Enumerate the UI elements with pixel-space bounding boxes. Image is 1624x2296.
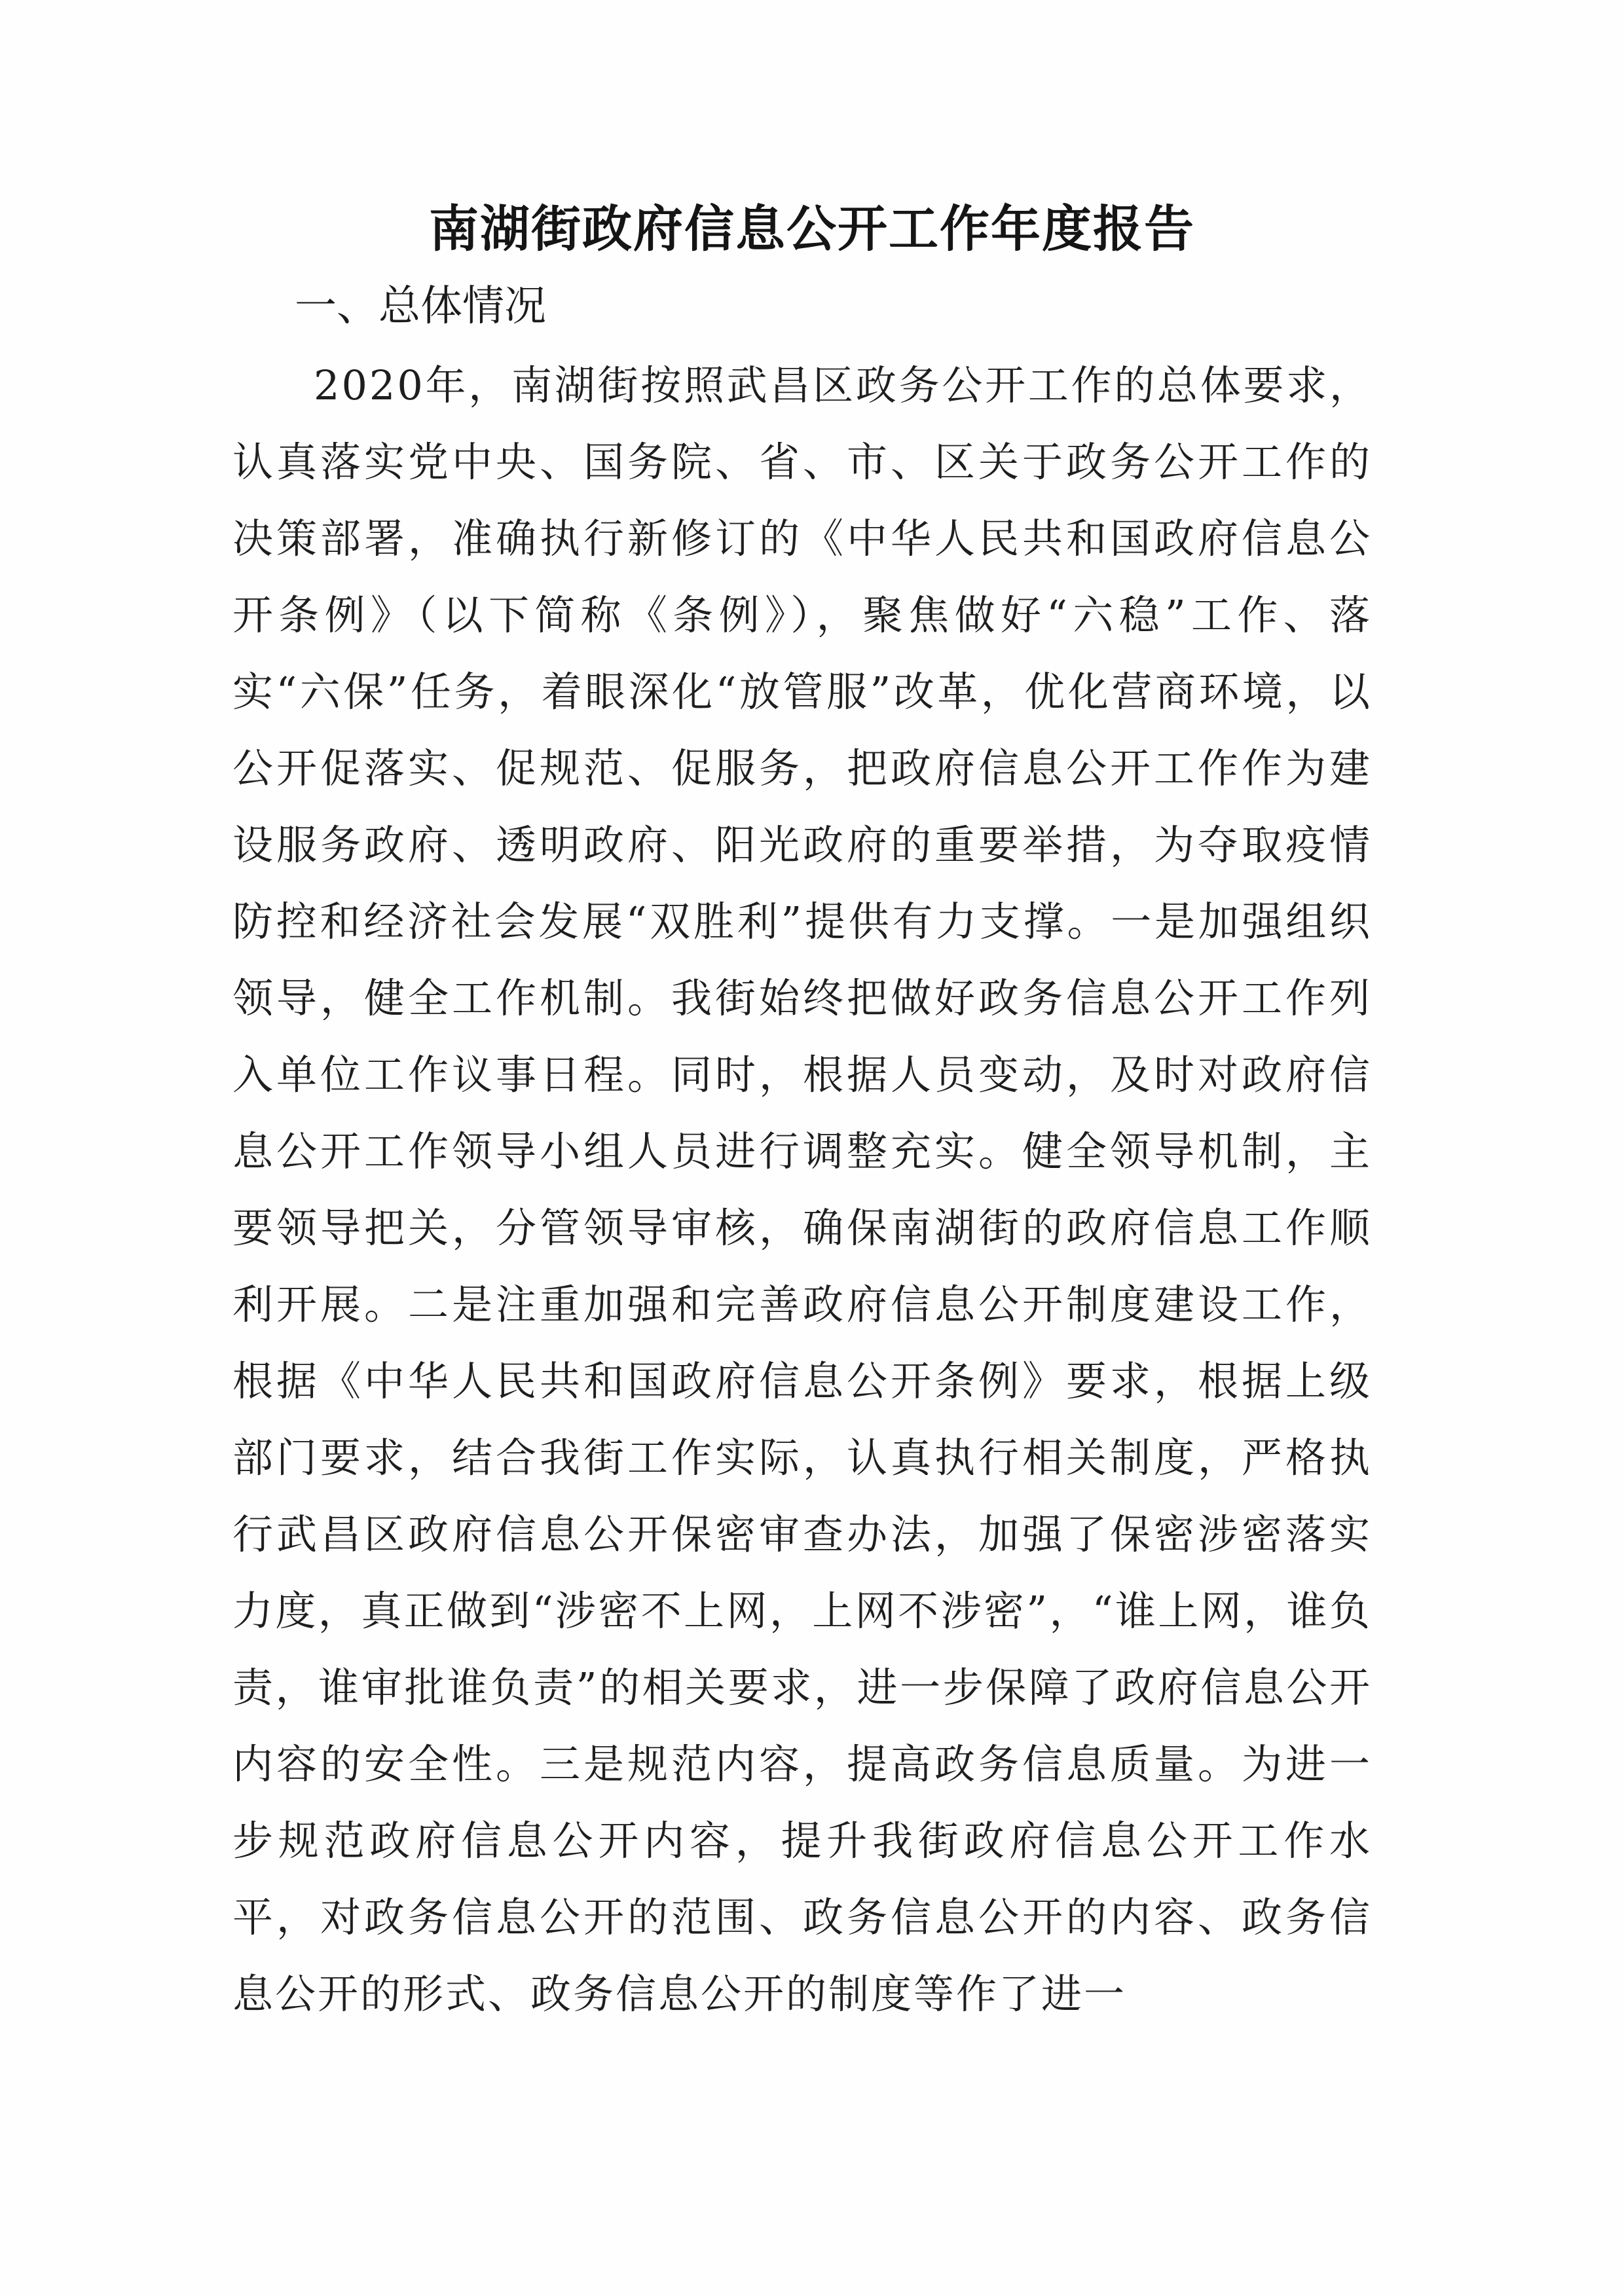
section-heading: 一、总体情况 [295, 282, 546, 331]
body-paragraph: 2020年，南湖街按照武昌区政务公开工作的总体要求，认真落实党中央、国务院、省、市、区关于政务公开工作的决策部署，准确执行新修订的《中华人民共和国政府信息公开条例》（以下简称《条例》），聚焦做好“六稳”工作、落实“六保”任务，着眼深化“放管服”改革，优化营商环境，以公开促落实、促规范、促服务，把政府信息公开工作作为建设服务政府、透明政府、阳光政府的重要举措，为夺取疫情防控和经济社会发展“双胜利”提供有力支撑。一是加强组织领导，健全工作机制。我街始终把做好政务信息公开工作列入单位工作议事日程。同时，根据人员变动，及时对政府信息公开工作领导小组人员进行调整充实。健全领导机制，主要领导把关，分管领导审核，确保南湖街的政府信息工作顺利开展。二是注重加强和完善政府信息公开制度建设工作，根据《中华人民共和国政府信息公开条例》要求，根据上级部门要求，结合我街工作实际，认真执行相关制度，严格执行武昌区政府信息公开保密审查办法，加强了保密涉密落实力度，真正做到“涉密不上网，上网不涉密”，“谁上网，谁负责，谁审批谁负责”的相关要求，进一步保障了政府信息公开内容的安全性。三是规范内容，提高政务信息质量。为进一步规范政府信息公开内容，提升我街政府信息公开工作水平，对政务信息公开的范围、政务信息公开的内容、政务信息公开的形式、政务信息公开的制度等作了进一 [232, 361, 1372, 2018]
document-title: 南湖街政府信息公开工作年度报告 [429, 200, 1195, 258]
